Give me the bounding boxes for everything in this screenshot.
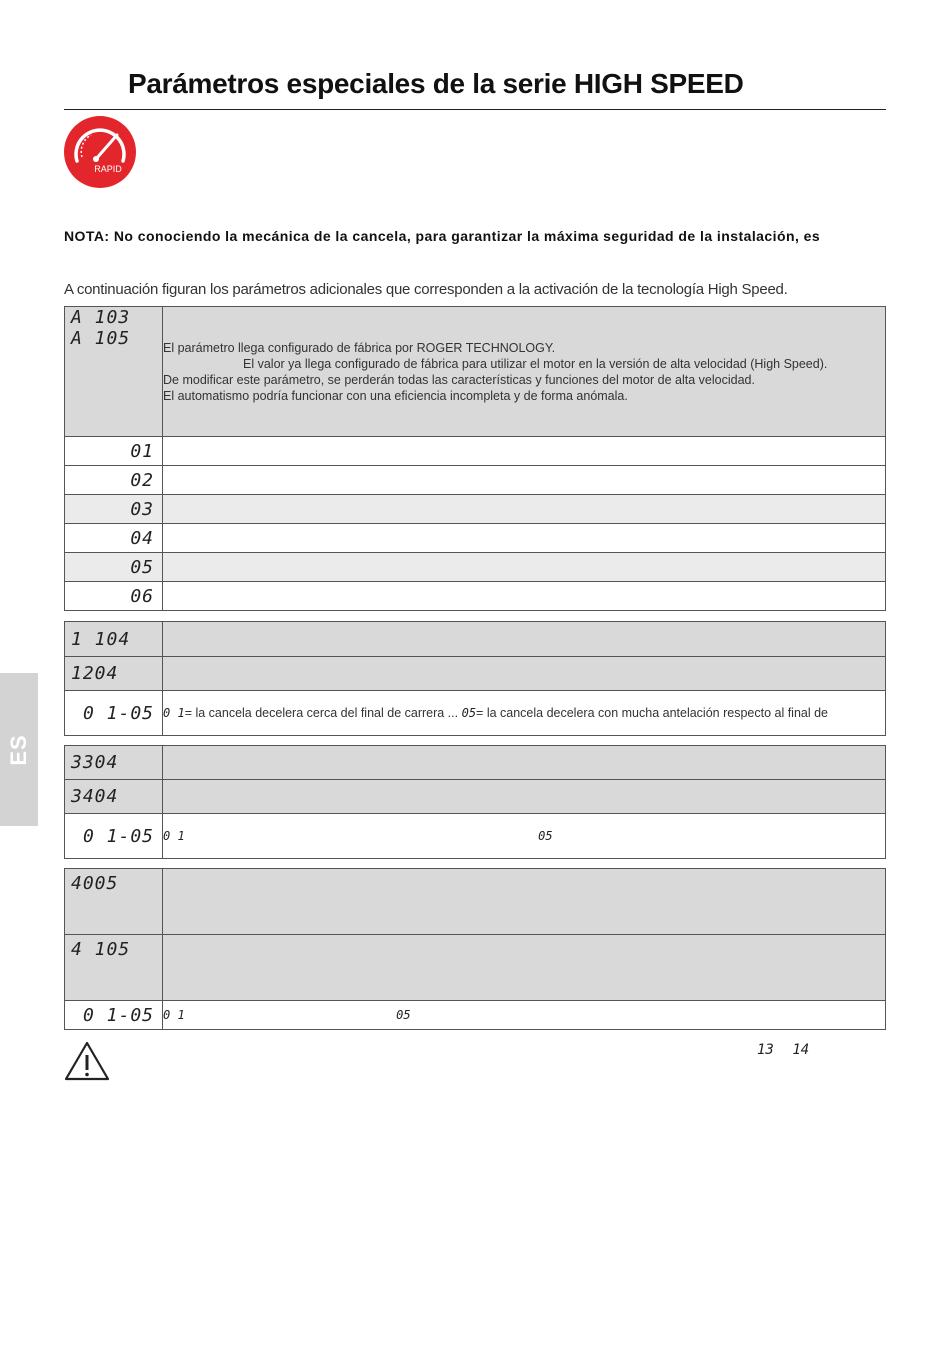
- option-description: [163, 466, 886, 495]
- range-first-text: = la cancela decelera cerca del final de carrera ...: [184, 706, 459, 720]
- parameter-code: 1204: [71, 663, 119, 684]
- description-line: De modificar este parámetro, se perderán todas las características y funciones del motor de alta velocidad.: [163, 372, 755, 387]
- option-row: [65, 582, 163, 611]
- option-code: 06: [130, 585, 154, 607]
- parameter-code: 4005: [71, 873, 119, 894]
- range-description: [163, 1001, 886, 1030]
- option-code: 01: [130, 440, 154, 462]
- page-title: Parámetros especiales de la serie HIGH SPEED: [128, 68, 744, 99]
- warning-triangle-icon: [63, 1040, 111, 1082]
- option-code: 04: [130, 527, 154, 549]
- parameter-code: A 103: [71, 307, 131, 328]
- rapid-speedometer-logo: [63, 115, 137, 189]
- parameter-description: [163, 746, 886, 780]
- range-description: [163, 691, 886, 736]
- parameter-code-cell: [65, 746, 163, 780]
- range-code: 0 1-05: [82, 825, 154, 847]
- option-code: 05: [130, 556, 154, 578]
- description-line: El automatismo podría funcionar con una eficiencia incompleta y de forma anómala.: [163, 388, 628, 403]
- parameter-table-4: [64, 868, 886, 1030]
- range-first-code: 0 1: [163, 829, 185, 843]
- parameter-code-cell: [65, 935, 163, 1001]
- footnote-code: 14: [792, 1042, 810, 1058]
- parameter-description: [163, 780, 886, 814]
- option-row: [65, 553, 163, 582]
- language-tab-label: ES: [6, 733, 31, 766]
- option-code: 02: [130, 469, 154, 491]
- parameter-code: A 105: [71, 328, 131, 349]
- parameter-code-cell: [65, 622, 163, 657]
- parameter-description: [163, 935, 886, 1001]
- note-text: NOTA: No conociendo la mecánica de la cancela, para garantizar la máxima seguridad de la instalación, es: [64, 228, 821, 244]
- range-first-code: 0 1: [163, 706, 185, 720]
- logo-text: RAPID: [94, 164, 122, 174]
- parameter-code-cell: [65, 657, 163, 691]
- parameter-code-cell: [65, 869, 163, 935]
- parameter-code: 4 105: [71, 939, 131, 960]
- range-cell: [65, 691, 163, 736]
- parameter-description: [163, 307, 886, 437]
- parameter-code-cell: [65, 780, 163, 814]
- range-first-code: 0 1: [163, 1008, 185, 1022]
- option-row: [65, 466, 163, 495]
- description-line: El valor ya llega configurado de fábrica para utilizar el motor en la versión de alta velocidad (High Speed).: [243, 356, 828, 371]
- range-cell: [65, 814, 163, 859]
- option-row: [65, 437, 163, 466]
- range-last-code: 05: [396, 1008, 411, 1022]
- title-divider: [64, 109, 886, 110]
- parameter-code: 1 104: [71, 628, 131, 650]
- parameter-code: 3404: [71, 786, 119, 807]
- parameter-table-3: [64, 745, 886, 859]
- parameter-description: [163, 657, 886, 691]
- option-description: [163, 437, 886, 466]
- range-last-code: 05: [538, 829, 553, 843]
- option-code: 03: [130, 498, 154, 520]
- option-description: [163, 495, 886, 524]
- range-last-code: 05: [461, 706, 477, 720]
- footnote-codes: [757, 1041, 809, 1059]
- parameter-table-deceleration: [64, 621, 886, 736]
- parameter-codes-cell: [65, 307, 163, 437]
- footnote-code: 13: [757, 1042, 774, 1058]
- option-description: [163, 582, 886, 611]
- parameter-description: [163, 869, 886, 935]
- range-description: [163, 814, 886, 859]
- range-cell: [65, 1001, 163, 1030]
- language-side-tab: [0, 673, 38, 826]
- parameter-table-motor-type: [64, 306, 886, 611]
- range-last-text: = la cancela decelera con mucha antelación respecto al final de: [476, 706, 829, 720]
- range-code: 0 1-05: [82, 1004, 154, 1026]
- option-row: [65, 495, 163, 524]
- intro-text: A continuación figuran los parámetros adicionales que corresponden a la activación de la tecnología High Speed.: [64, 281, 788, 298]
- range-code: 0 1-05: [82, 702, 154, 724]
- option-row: [65, 524, 163, 553]
- description-line: El parámetro llega configurado de fábrica por ROGER TECHNOLOGY.: [163, 340, 556, 355]
- parameter-description: [163, 622, 886, 657]
- option-description: [163, 524, 886, 553]
- parameter-code: 3304: [71, 752, 119, 773]
- option-description: [163, 553, 886, 582]
